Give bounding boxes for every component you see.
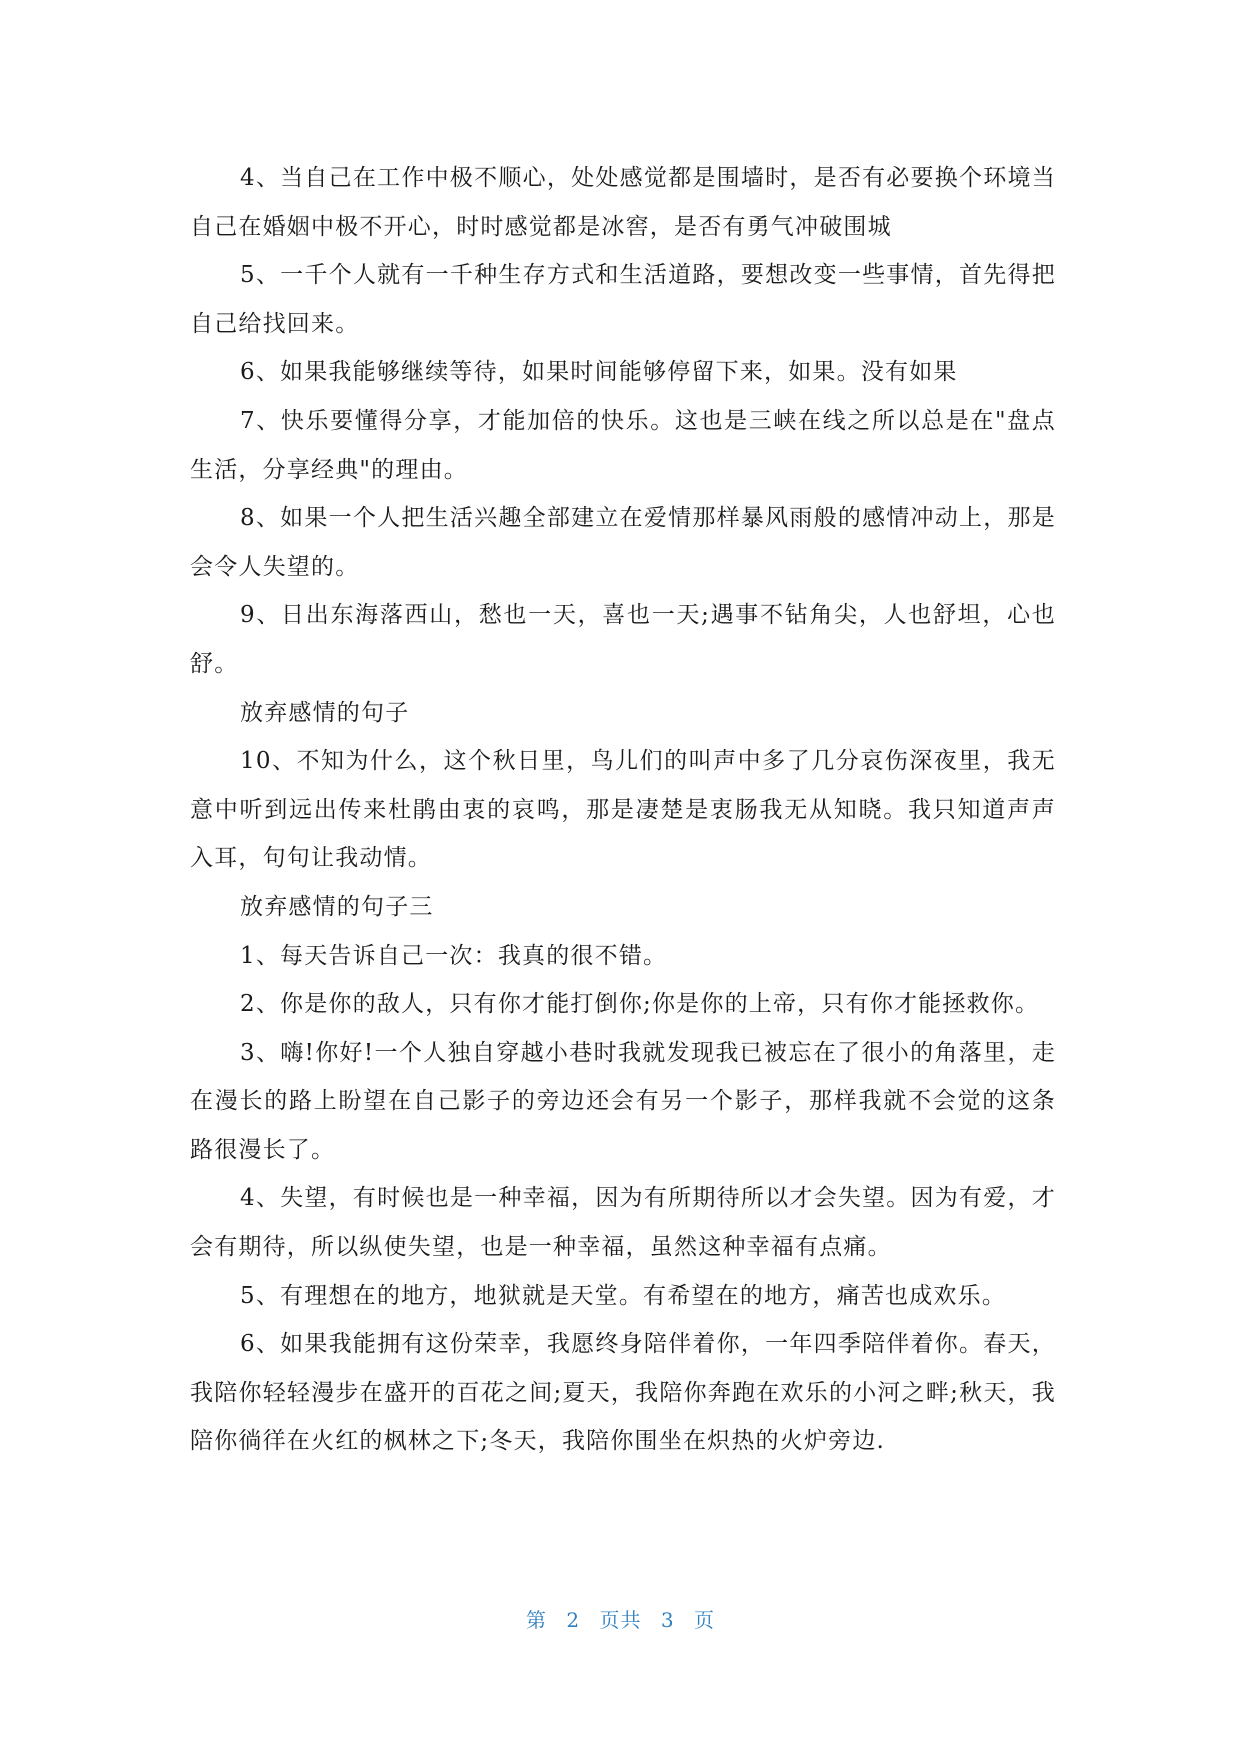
page-footer (0, 1604, 1241, 1633)
footer-current-page: 2 (566, 1608, 581, 1632)
footer-middle: 页共 (599, 1608, 642, 1632)
paragraph: 2、你是你的敌人，只有你才能打倒你;你是你的上帝，只有你才能拯救你。 (240, 991, 1040, 1018)
paragraph: 6、如果我能够继续等待，如果时间能够停留下来，如果。没有如果 (240, 359, 958, 386)
paragraph: 5、一千个人就有一千种生存方式和生活道路，要想改变一些事情，首先得把自己给找回来。 (190, 262, 1056, 337)
section-heading: 放弃感情的句子三 (240, 893, 434, 920)
paragraph: 1、每天告诉自己一次：我真的很不错。 (240, 942, 668, 969)
paragraph: 3、嗨!你好!一个人独自穿越小巷时我就发现我已被忘在了很小的角落里，走在漫长的路上盼望在自己影子的旁边还会有另一个影子，那样我就不会觉的这条路很漫长了。 (190, 1039, 1056, 1163)
document-body (190, 154, 1056, 1466)
paragraph: 4、失望，有时候也是一种幸福，因为有所期待所以才会失望。因为有爱，才会有期待，所以纵使失望，也是一种幸福，虽然这种幸福有点痛。 (190, 1185, 1056, 1261)
paragraph: 6、如果我能拥有这份荣幸，我愿终身陪伴着你，一年四季陪伴着你。春天，我陪你轻轻漫步在盛开的百花之间;夏天，我陪你奔跑在欢乐的小河之畔;秋天，我陪你徜徉在火红的枫林之下;冬天，我陪你围坐在炽热的火炉旁边. (190, 1331, 1056, 1455)
paragraph: 4、当自己在工作中极不顺心，处处感觉都是围墙时，是否有必要换个环境当自己在婚姻中极不开心，时时感觉都是冰窖，是否有勇气冲破围城 (190, 165, 1056, 240)
paragraph: 10、不知为什么，这个秋日里，鸟儿们的叫声中多了几分哀伤深夜里，我无意中听到远出传来杜鹃由衷的哀鸣，那是凄楚是衷肠我无从知晓。我只知道声声入耳，句句让我动情。 (190, 748, 1056, 872)
paragraph: 7、快乐要懂得分享，才能加倍的快乐。这也是三峡在线之所以总是在"盘点生活，分享经典"的理由。 (190, 407, 1056, 483)
paragraph: 9、日出东海落西山，愁也一天，喜也一天;遇事不钻角尖，人也舒坦，心也舒。 (190, 602, 1056, 677)
footer-prefix: 第 (526, 1608, 548, 1632)
footer-total-pages: 3 (660, 1608, 675, 1632)
footer-suffix: 页 (693, 1608, 715, 1632)
section-heading: 放弃感情的句子 (240, 699, 410, 726)
paragraph: 5、有理想在的地方，地狱就是天堂。有希望在的地方，痛苦也成欢乐。 (240, 1282, 1007, 1309)
paragraph: 8、如果一个人把生活兴趣全部建立在爱情那样暴风雨般的感情冲动上，那是会令人失望的。 (190, 505, 1056, 580)
